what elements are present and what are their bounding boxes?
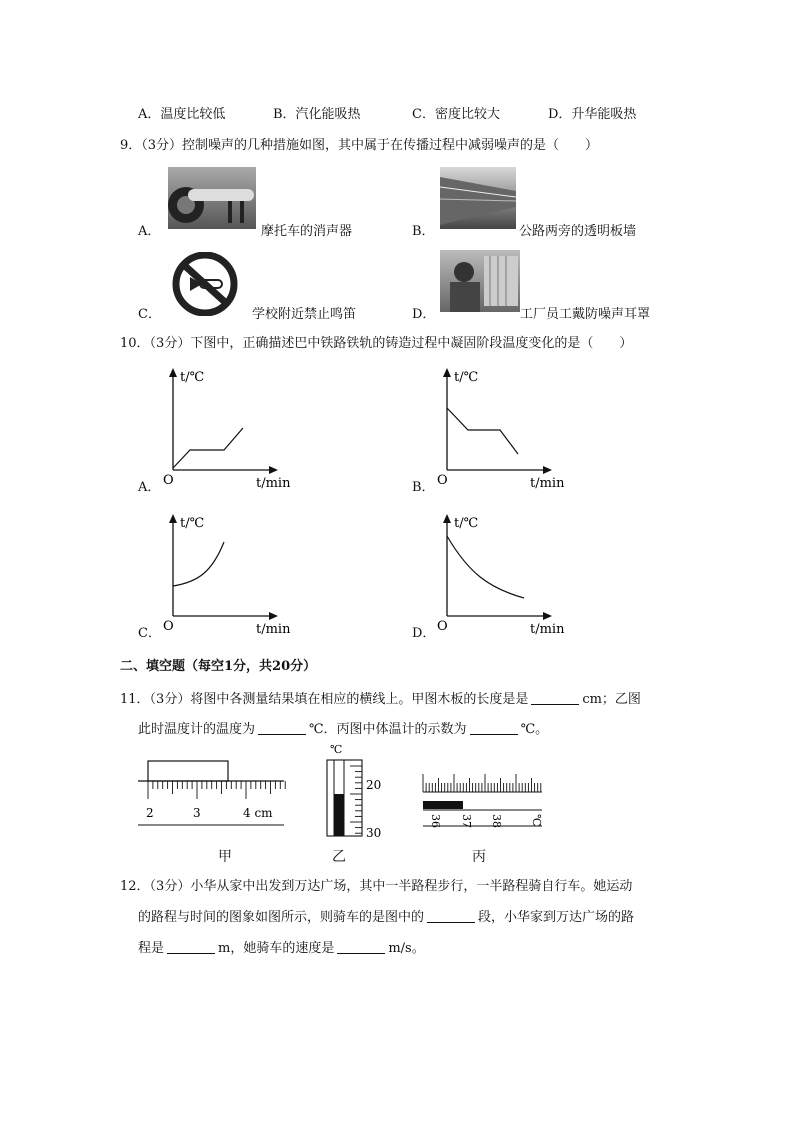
thermometer-unit: ℃: [330, 743, 343, 756]
no-honking-sign-icon: [170, 252, 240, 316]
q11-blank-2[interactable]: [258, 722, 306, 735]
ruler-tick-3: 3: [193, 806, 201, 820]
q10-graph-b: [434, 360, 574, 490]
thermometer-tick-20: 20: [366, 778, 382, 792]
clinical-caption: 丙: [472, 849, 486, 865]
q10-graph-c-origin: O: [163, 619, 174, 634]
q11-blank-3[interactable]: [470, 722, 518, 735]
q8-option-b: B．汽化能吸热: [273, 107, 361, 122]
q10-graph-d-ylabel: t/℃: [454, 516, 479, 531]
q10-stem: 10．（3分）下图中，正确描述巴中铁路铁轨的铸造过程中凝固阶段温度变化的是（ ）: [120, 336, 633, 351]
q11-blank-1[interactable]: [531, 692, 579, 705]
q10-graph-b-origin: O: [437, 473, 448, 488]
q11-line-1: 11．（3分）将图中各测量结果填在相应的横线上。甲图木板的长度是是 cm；乙图: [120, 692, 641, 707]
q9-c-label: C．: [138, 307, 161, 322]
thermometer-tick-30: 30: [366, 826, 382, 840]
q10-graph-b-label: B．: [412, 480, 435, 495]
q10-graph-b-xlabel: t/min: [530, 476, 565, 490]
q12-blank-2[interactable]: [167, 941, 215, 954]
q8-option-a: A．温度比较低: [138, 107, 226, 122]
q10-graph-d-xlabel: t/min: [530, 622, 565, 636]
q11-line-2: 此时温度计的温度为 ℃．丙图中体温计的示数为 ℃。: [138, 722, 549, 737]
clinical-tick-unit: ℃: [530, 814, 543, 827]
motorcycle-muffler-image: [168, 167, 256, 229]
ruler-tick-4cm: 4 cm: [243, 806, 273, 820]
thermometer-figure: [318, 740, 388, 840]
q10-graph-b-ylabel: t/℃: [454, 370, 479, 385]
ruler-tick-2: 2: [146, 806, 154, 820]
q8-option-d: D．升华能吸热: [548, 107, 637, 122]
q10-graph-a-origin: O: [163, 473, 174, 488]
clinical-tick-38: 38: [490, 814, 503, 828]
q10-graph-c: [160, 506, 300, 636]
q9-d-label: D．: [412, 307, 436, 322]
q9-stem: 9．（3分）控制噪声的几种措施如图，其中属于在传播过程中减弱噪声的是（ ）: [120, 138, 599, 153]
q10-graph-c-ylabel: t/℃: [180, 516, 205, 531]
q12-line-2: 的路程与时间的图象如图所示，则骑车的是图中的 段，小华家到万达广场的路: [138, 910, 635, 925]
q9-b-caption: 公路两旁的透明板墙: [519, 224, 637, 239]
clinical-thermometer-figure: [420, 768, 548, 836]
q10-graph-a-ylabel: t/℃: [180, 370, 205, 385]
q9-b-label: B．: [412, 224, 435, 239]
clinical-tick-37: 37: [460, 814, 473, 828]
q10-graph-d-origin: O: [437, 619, 448, 634]
transparent-sound-barrier-image: [440, 167, 516, 229]
q9-c-caption: 学校附近禁止鸣笛: [252, 307, 357, 322]
q12-line-3: 程是 m，她骑车的速度是 m/s。: [138, 941, 425, 956]
q10-graph-c-xlabel: t/min: [256, 622, 291, 636]
ruler-figure: [138, 755, 288, 845]
factory-worker-earmuffs-image: [440, 250, 520, 312]
ruler-caption: 甲: [218, 849, 232, 865]
q9-d-caption: 工厂员工戴防噪声耳罩: [520, 307, 651, 322]
q12-blank-3[interactable]: [337, 941, 385, 954]
q10-graph-a: [160, 360, 300, 490]
q9-a-caption: 摩托车的消声器: [261, 224, 353, 239]
q9-a-label: A．: [138, 224, 161, 239]
q10-graph-a-xlabel: t/min: [256, 476, 291, 490]
q10-graph-c-label: C．: [138, 626, 161, 641]
clinical-tick-36: 36: [429, 814, 442, 828]
q10-graph-d-label: D．: [412, 626, 436, 641]
q10-graph-a-label: A．: [138, 480, 161, 495]
section-2-title: 二、填空题（每空1分，共20分）: [120, 659, 317, 674]
thermometer-caption: 乙: [332, 849, 346, 865]
q8-option-c: C．密度比较大: [412, 107, 500, 122]
q12-blank-1[interactable]: [427, 910, 475, 923]
q12-line-1: 12．（3分）小华从家中出发到万达广场，其中一半路程步行，一半路程骑自行车。她运动: [120, 879, 633, 894]
q10-graph-d: [434, 506, 574, 636]
